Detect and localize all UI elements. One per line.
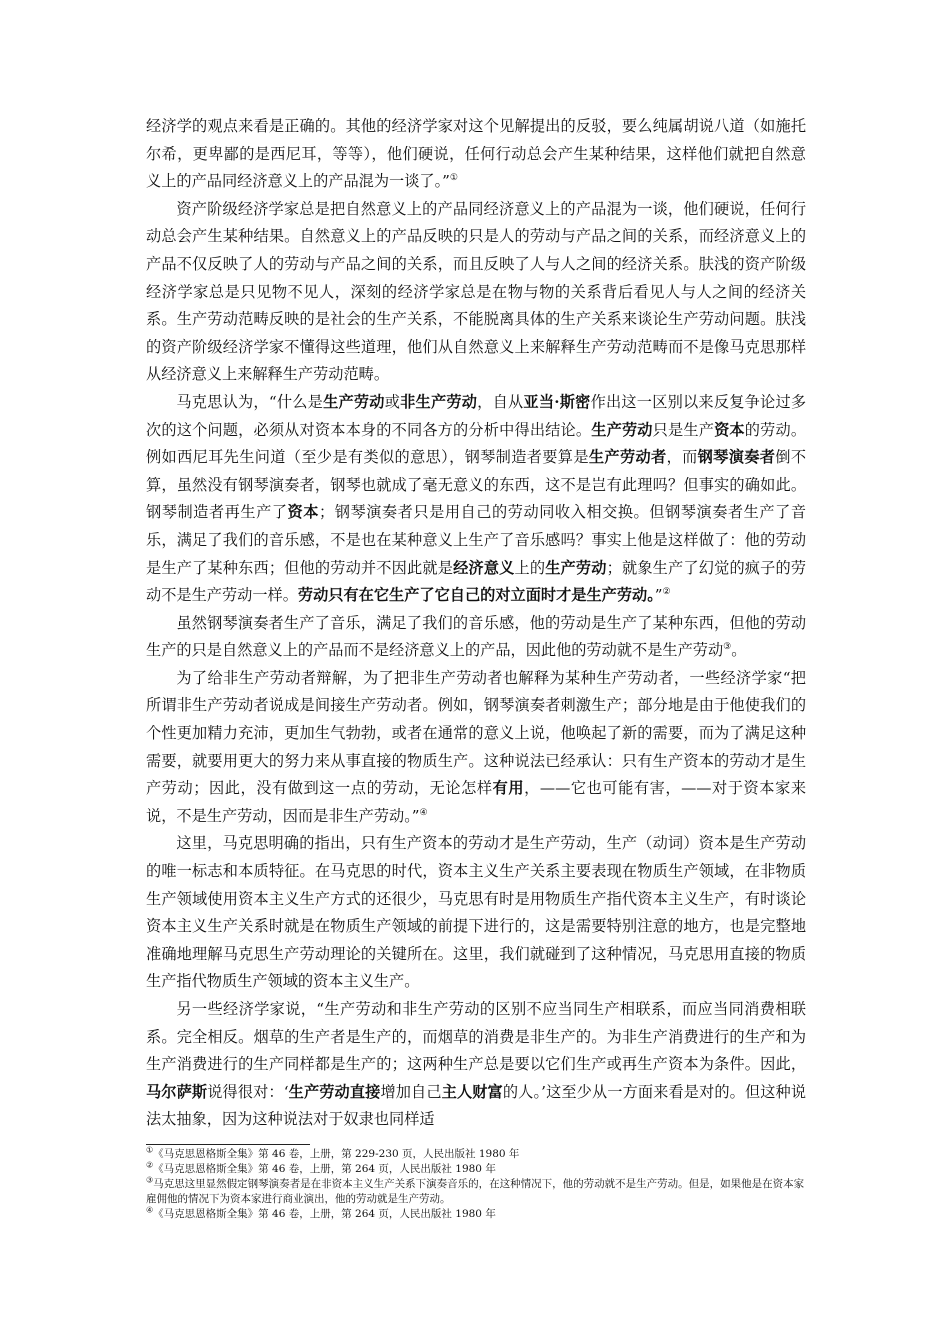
footnote-ref: ③ — [723, 642, 732, 653]
bold-text: 马尔萨斯 — [146, 1082, 208, 1101]
text-run: ，——它也可能有害，——对于资本家来说，不是生产劳动，因而是非生产劳动。” — [146, 779, 807, 825]
text-run: 另一些经济学家说，“生产劳动和非生产劳动的区别不应当同生产相联系，而应当同消费相联系。完全相反。烟草的生产者是生产的，而烟草的消费是非生产的。为非生产消费进行的生产和为生产消费进行的生产同样都是生产的；这两种生产总是要以它们生产或再生产资本为条件。因此， — [146, 1000, 806, 1074]
text-run: 倒不算，虽然没有钢琴演奏者，钢琴也就成了毫无意义的东西，这不是岂有此理吗？但事实的确如此。钢琴制造者再生产了 — [146, 448, 807, 522]
footnote-ref: ② — [662, 587, 671, 598]
bold-text: 生产劳动直接 — [288, 1082, 381, 1101]
footnote-mark: ① — [146, 1145, 154, 1155]
footnote-divider — [146, 1144, 310, 1145]
bold-text: 非生产劳动 — [400, 392, 478, 411]
paragraph — [146, 996, 806, 1134]
bold-text: 有用 — [492, 779, 525, 798]
text-run: 马克思认为，“什么是 — [176, 392, 324, 411]
text-run: 只是生产 — [652, 420, 715, 439]
text-run: 虽然钢琴演奏者生产了音乐，满足了我们的音乐感，他的劳动是生产了某种东西，但他的劳动生产的只是自然意义上的产品而不是经济意义上的产品，因此他的劳动就不是生产劳动 — [146, 613, 806, 660]
text-run: ；钢琴演奏者只是用自己的劳动同收入相交换。但钢琴演奏者生产了音乐，满足了我们的音乐感，不是也在某种意义上生产了音乐感吗？事实上他是这样做了：他的劳动是生产了某种东西；但他的劳动并不因此就是 — [146, 503, 807, 577]
bold-text: 钢琴演奏者 — [697, 448, 776, 467]
bold-text: 经济意义 — [453, 558, 515, 577]
footnote-text: 马克思这里显然假定钢琴演奏者是在非资本主义生产关系下演奏音乐的，在这种情况下，他的劳动就不是生产劳动。但是，如果他是在资本家雇佣他的情况下为资本家进行商业演出，他的劳动就是生产劳动。 — [146, 1178, 805, 1205]
text-run: 。 — [731, 641, 747, 660]
footnote-mark: ④ — [146, 1205, 154, 1215]
bold-text: 劳动只有在它生产了它自己的对立面时才是生产劳动。 — [297, 586, 655, 605]
text-run: 经济学的观点来看是正确的。其他的经济学家对这个见解提出的反驳，要么纯属胡说八道（如施托尔希，更卑鄙的是西尼耳，等等），他们硬说，任何行动总会产生某种结果，这样他们就把自然意义上的产品同经济意义上的产品混为一谈了。” — [146, 117, 806, 191]
text-run: 的劳动。例如西尼耳先生问道（至少是有类似的意思），钢琴制造者要算是 — [146, 420, 807, 467]
paragraph — [146, 113, 806, 196]
text-run: 的人。’这至少从一方面来看是对的。但这种说法太抽象，因为这种说法对于奴隶也同样适 — [146, 1082, 807, 1129]
footnote-mark: ③ — [146, 1175, 154, 1185]
bold-text: 生产劳动 — [323, 392, 385, 411]
paragraph — [146, 196, 806, 389]
text-run: 上的 — [514, 558, 546, 577]
footnotes — [146, 1147, 806, 1222]
main-text — [146, 113, 806, 1134]
footnote-text: 《马克思恩格斯全集》第 46 卷，上册，第 264 页，人民出版社 1980 年 — [153, 1208, 496, 1220]
footnote — [146, 1162, 806, 1177]
text-run: ；就象生产了幻觉的疯子的劳动不是生产劳动一样。 — [146, 558, 807, 605]
footnote — [146, 1207, 806, 1222]
text-run: ，而 — [666, 448, 698, 467]
text-run: ” — [654, 586, 663, 605]
text-run: ，自从 — [477, 392, 524, 411]
paragraph — [146, 610, 806, 665]
bold-text: 生产劳动 — [545, 558, 607, 577]
text-run: 增加自己 — [380, 1082, 442, 1101]
footnote-mark: ② — [146, 1160, 154, 1170]
paragraph — [146, 665, 806, 831]
text-run: 为了给非生产劳动者辩解，为了把非生产劳动者也解释为某种生产劳动者，一些经济学家“把所谓非生产劳动者说成是间接生产劳动者。例如，钢琴演奏者刺激生产；部分地是由于他使我们的个性更加精力充沛，更加生气勃勃，或者在通常的意义上说，他唤起了新的需要，而为了满足这种需要，就要用更大的努力来从事直接的物质生产。这种说法已经承认：只有生产资本的劳动才是生产劳动；因此，没有做到这一点的劳动，无论怎样 — [146, 668, 806, 798]
bold-text: 生产劳动 — [591, 420, 653, 439]
bold-text: 资本 — [714, 420, 745, 439]
footnote — [146, 1177, 806, 1207]
paragraph — [146, 389, 806, 610]
bold-text: 资本 — [287, 503, 320, 522]
footnote-text: 《马克思恩格斯全集》第 46 卷，上册，第 229-230 页，人民出版社 1980 年 — [153, 1148, 520, 1160]
footnote-ref: ① — [449, 173, 458, 184]
text-run: 作出这一区别以来反复争论过多次的这个问题，必须从对资本本身的不同各方的分析中得出结论。 — [146, 392, 807, 439]
bold-text: 生产劳动者 — [588, 448, 667, 467]
footnote-text: 《马克思恩格斯全集》第 46 卷，上册，第 264 页，人民出版社 1980 年 — [153, 1163, 496, 1175]
bold-text: 亚当·斯密 — [523, 392, 591, 411]
text-run: 资产阶级经济学家总是把自然意义上的产品同经济意义上的产品混为一谈，他们硬说，任何行动总会产生某种结果。自然意义上的产品反映的只是人的劳动与产品之间的关系，而经济意义上的产品不仅反映了人的劳动与产品之间的关系，而且反映了人与人之间的经济关系。肤浅的资产阶级经济学家总是只见物不见人，深刻的经济学家总是在物与物的关系背后看见人与人之间的经济关系。生产劳动范畴反映的是社会的生产关系，不能脱离具体的生产关系来谈论生产劳动问题。肤浅的资产阶级经济学家不懂得这些道理，他们从自然意义上来解释生产劳动范畴而不是像马克思那样从经济意义上来解释生产劳动范畴。 — [146, 199, 806, 384]
footnote-ref: ④ — [419, 807, 428, 818]
text-run: 或 — [384, 392, 401, 411]
footnote — [146, 1147, 806, 1162]
text-run: 这里，马克思明确的指出，只有生产资本的劳动才是生产劳动，生产（动词）资本是生产劳动的唯一标志和本质特征。在马克思的时代，资本主义生产关系主要表现在物质生产领域，在非物质生产领域使用资本主义生产方式的还很少，马克思有时是用物质生产指代资本主义生产，有时谈论资本主义生产关系时就是在物质生产领域的前提下进行的，这是需要特别注意的地方，也是完整地准确地理解马克思生产劳动理论的关键所在。这里，我们就碰到了这种情况，马克思用直接的物质生产指代物质生产领域的资本主义生产。 — [146, 834, 806, 991]
bold-text: 主人财富 — [441, 1082, 503, 1101]
paragraph — [146, 830, 806, 996]
text-run: 说得很对：‘ — [207, 1082, 289, 1101]
